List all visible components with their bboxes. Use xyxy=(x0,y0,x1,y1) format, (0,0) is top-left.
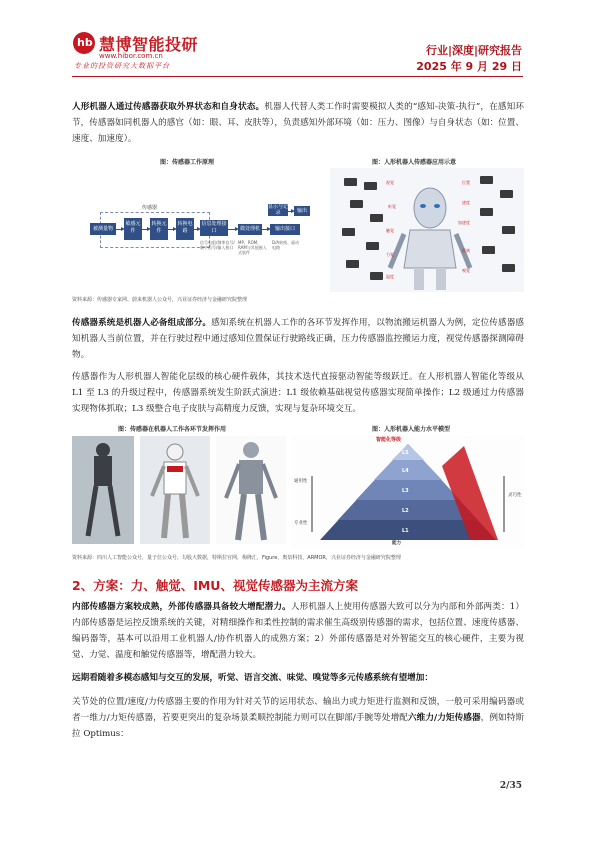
paragraph-lead: 远期看随着多模态感知与交互的发展，听觉、语言交流、味觉、嗅觉等多元传感系统有望增加： xyxy=(72,673,433,683)
sensor-tag: 位置 xyxy=(462,180,470,185)
paragraph-body: 机器人代替人类工作时需要模拟人类的“感知-决策-执行”，在感知环节，传感器如同机器人的感官（如：眼、耳、皮肤等），负责感知外部环境（如：压力、图像）与自身状态（如：位置、速度、加速度）。 xyxy=(72,102,524,144)
box-conversion-circuit: 转换电路 xyxy=(176,218,194,240)
sensor-chip-icon xyxy=(346,260,359,268)
sensor-chip-icon xyxy=(480,208,493,216)
robot-figure-svg xyxy=(216,436,286,544)
box-microprocessor: 微处理机 xyxy=(238,224,262,235)
robot-illustration-svg xyxy=(330,168,524,292)
page-number: 2/35 xyxy=(499,781,522,791)
sensor-chip-icon xyxy=(480,176,493,184)
caption-output: D/A转换、驱动电路 xyxy=(272,240,300,250)
brand-slogan: 专业的投资研究大数据平台 xyxy=(74,62,170,70)
brand-url[interactable]: www.hibor.com.cn xyxy=(99,52,163,60)
sensor-group-label: 传感器 xyxy=(142,205,158,211)
flow-arrow xyxy=(228,229,236,230)
paragraph-lead: 内部传感器方案较成熟，外部传感器具备较大增配潜力。 xyxy=(72,602,291,612)
sensor-chip-icon xyxy=(482,246,495,254)
axis-label-generality: 通用性 xyxy=(294,479,308,484)
sensor-tag: 听觉 xyxy=(388,204,396,209)
figure-title-capability-model: 图：人形机器人能力水平模型 xyxy=(372,426,451,433)
robot-photo-metallic xyxy=(216,436,286,544)
paragraph-lead: 传感器系统是机器人必备组成部分。 xyxy=(72,318,212,328)
sensor-tag: 速度 xyxy=(462,200,470,205)
sensor-chip-icon xyxy=(502,264,515,272)
paragraph-internal-external xyxy=(72,599,524,663)
level-label: L1 xyxy=(402,528,409,534)
sensor-tag: 距离 xyxy=(462,248,470,253)
figure-title-robot-sensors: 图：人形机器人传感器应用示意 xyxy=(372,159,457,166)
brand-logo-mark xyxy=(73,32,95,54)
flow-arrow xyxy=(168,229,174,230)
header-divider xyxy=(72,76,523,77)
box-info-interface: 信息处理接口 xyxy=(201,221,227,234)
capability-pyramid-diagram xyxy=(292,436,524,548)
logo-mark-text: hb xyxy=(77,36,93,49)
robot-photo-quadruped xyxy=(72,436,134,544)
report-date: 2025 年 9 月 29 日 xyxy=(416,60,522,73)
robot-photo-humanoid xyxy=(140,436,210,544)
level-label: L2 xyxy=(402,508,409,514)
paragraph-intelligence-levels: 传感器作为人形机器人智能化层级的核心硬件载体，其技术迭代直接驱动智能等级跃迁。在人形机器人智能化等级从 L1 至 L3 的升级过程中，传感器系统发生阶跃式演进：L1 级依赖基础视觉传感器实现简单操作；L2 级通过力传感器实现物体抓取；L3 级整合电子皮肤与高精度力反馈，实现与复杂环境交互。 xyxy=(72,372,524,414)
sensor-tag: 嗅觉 xyxy=(462,268,470,273)
level-label: L5 xyxy=(402,450,409,456)
box-output-interface: 输出接口 xyxy=(270,224,300,235)
paragraph-body: 人形机器人上使用传感器大致可以分为内部和外部两类：1）内部传感器是运控反馈系统的关键，对精细操作和柔性控制的需求催生高级别传感器的需求，包括位置、速度传感器、编码器等，基本可以沿用工业机器人/协作机器人的成熟方案；2）外部传感器是对外智能交互的核心硬件，主要为视觉、力觉、温度和触觉传感器等，增配潜力较大。 xyxy=(72,602,524,660)
brand-name: 慧博智能投研 xyxy=(99,35,199,54)
flow-arrow xyxy=(116,229,122,230)
figure-source-1: 资料来源：传感器专家网、蔚来机器人公众号，兴业证券经济与金融研究院整理 xyxy=(72,297,248,303)
sensor-chip-icon xyxy=(350,200,363,208)
sensor-tag: 触觉 xyxy=(386,228,394,233)
sensor-tag: 视觉 xyxy=(386,180,394,185)
paragraph-sensor-intro xyxy=(72,99,524,147)
paragraph-joint-sensors xyxy=(72,694,524,742)
paragraph-sensor-system xyxy=(72,315,524,363)
robot-figure-svg xyxy=(72,436,134,544)
figure-title-sensor-principle: 图：传感器工作原理 xyxy=(160,159,215,166)
sensor-chip-icon xyxy=(364,182,377,190)
pyramid-bottom-label: 能力 xyxy=(392,541,401,546)
flow-arrow xyxy=(142,229,148,230)
flow-arrow xyxy=(262,229,268,230)
sensor-chip-icon xyxy=(500,190,513,198)
box-conversion-element: 转换元件 xyxy=(150,218,168,240)
level-label: L4 xyxy=(402,468,409,474)
sensor-tag: 温度 xyxy=(386,274,394,279)
sensor-tag: 力觉 xyxy=(386,252,394,257)
figure-title-robot-workflow: 图：传感器在机器人工作各环节发挥作用 xyxy=(118,426,227,433)
level-label: L3 xyxy=(402,488,409,494)
sensor-chip-icon xyxy=(366,242,379,250)
box-measured-object: 被测量物 xyxy=(90,223,116,235)
robot-figure-svg xyxy=(140,436,210,544)
caption-interface: 信号电阻/频率信号/数字信号/输入接口 xyxy=(200,240,235,250)
box-output: 输出 xyxy=(294,206,310,216)
robot-photos-panel xyxy=(72,436,286,544)
figure-source-2: 资料来源：四川人工智能公众号，量子位公众号，勾股大数据，特斯拉官网，梅隆汇，Figure，奥泉科技，ARMOR，兴业证券经济与金融研究院整理 xyxy=(72,555,401,561)
sensor-chip-icon xyxy=(370,272,383,280)
box-display-record: 显示与记录 xyxy=(268,204,289,216)
caption-processor: MP、ROM、RAM与其他嵌入式软件 xyxy=(238,240,267,255)
flow-arrow xyxy=(288,211,292,212)
robot-sensor-illustration xyxy=(330,168,524,292)
box-sensitive-element: 敏感元件 xyxy=(124,218,142,240)
report-type: 行业|深度|研究报告 xyxy=(425,44,522,57)
paragraph-body: 感知系统在机器人工作的各环节发挥作用，以物流搬运机器人为例，定位传感器感知机器人当前位置，并在行驶过程中通过感知位置保证行驶路线正确，压力传感器监控搬运力度，视觉传感器探测障碍物。 xyxy=(72,318,524,360)
paragraph-tail: ，例如特斯拉 Optimus： xyxy=(72,713,524,739)
sensor-chip-icon xyxy=(342,228,355,236)
sensor-tag: 加速度 xyxy=(458,220,470,225)
pyramid-top-label: 智能化等级 xyxy=(376,437,402,443)
sensor-chip-icon xyxy=(344,178,357,186)
sensor-chip-icon xyxy=(370,214,383,222)
sensor-chip-icon xyxy=(502,226,515,234)
paragraph-multimodal xyxy=(72,670,524,686)
paragraph-emphasis: 六维力/力矩传感器 xyxy=(407,713,481,723)
paragraph-body: 关节处的位置/速度/力传感器主要的作用为针对关节的运用状态、输出力或力矩进行监测和反馈，一般可采用编码器或者一维力/力矩传感器，若要更突出的复杂场景柔顺控制能力则可以在脚部/手腕等处增配 xyxy=(72,697,524,723)
paragraph-lead: 人形机器人通过传感器获取外界状态和自身状态。 xyxy=(72,102,265,112)
axis-label-specialty: 专业性 xyxy=(294,521,308,526)
sensor-principle-diagram xyxy=(72,170,312,290)
section-title: 2、方案：力、触觉、IMU、视觉传感器为主流方案 xyxy=(72,578,358,593)
flow-arrow xyxy=(194,229,198,230)
axis-label-dexterity: 灵巧性 xyxy=(508,493,522,498)
